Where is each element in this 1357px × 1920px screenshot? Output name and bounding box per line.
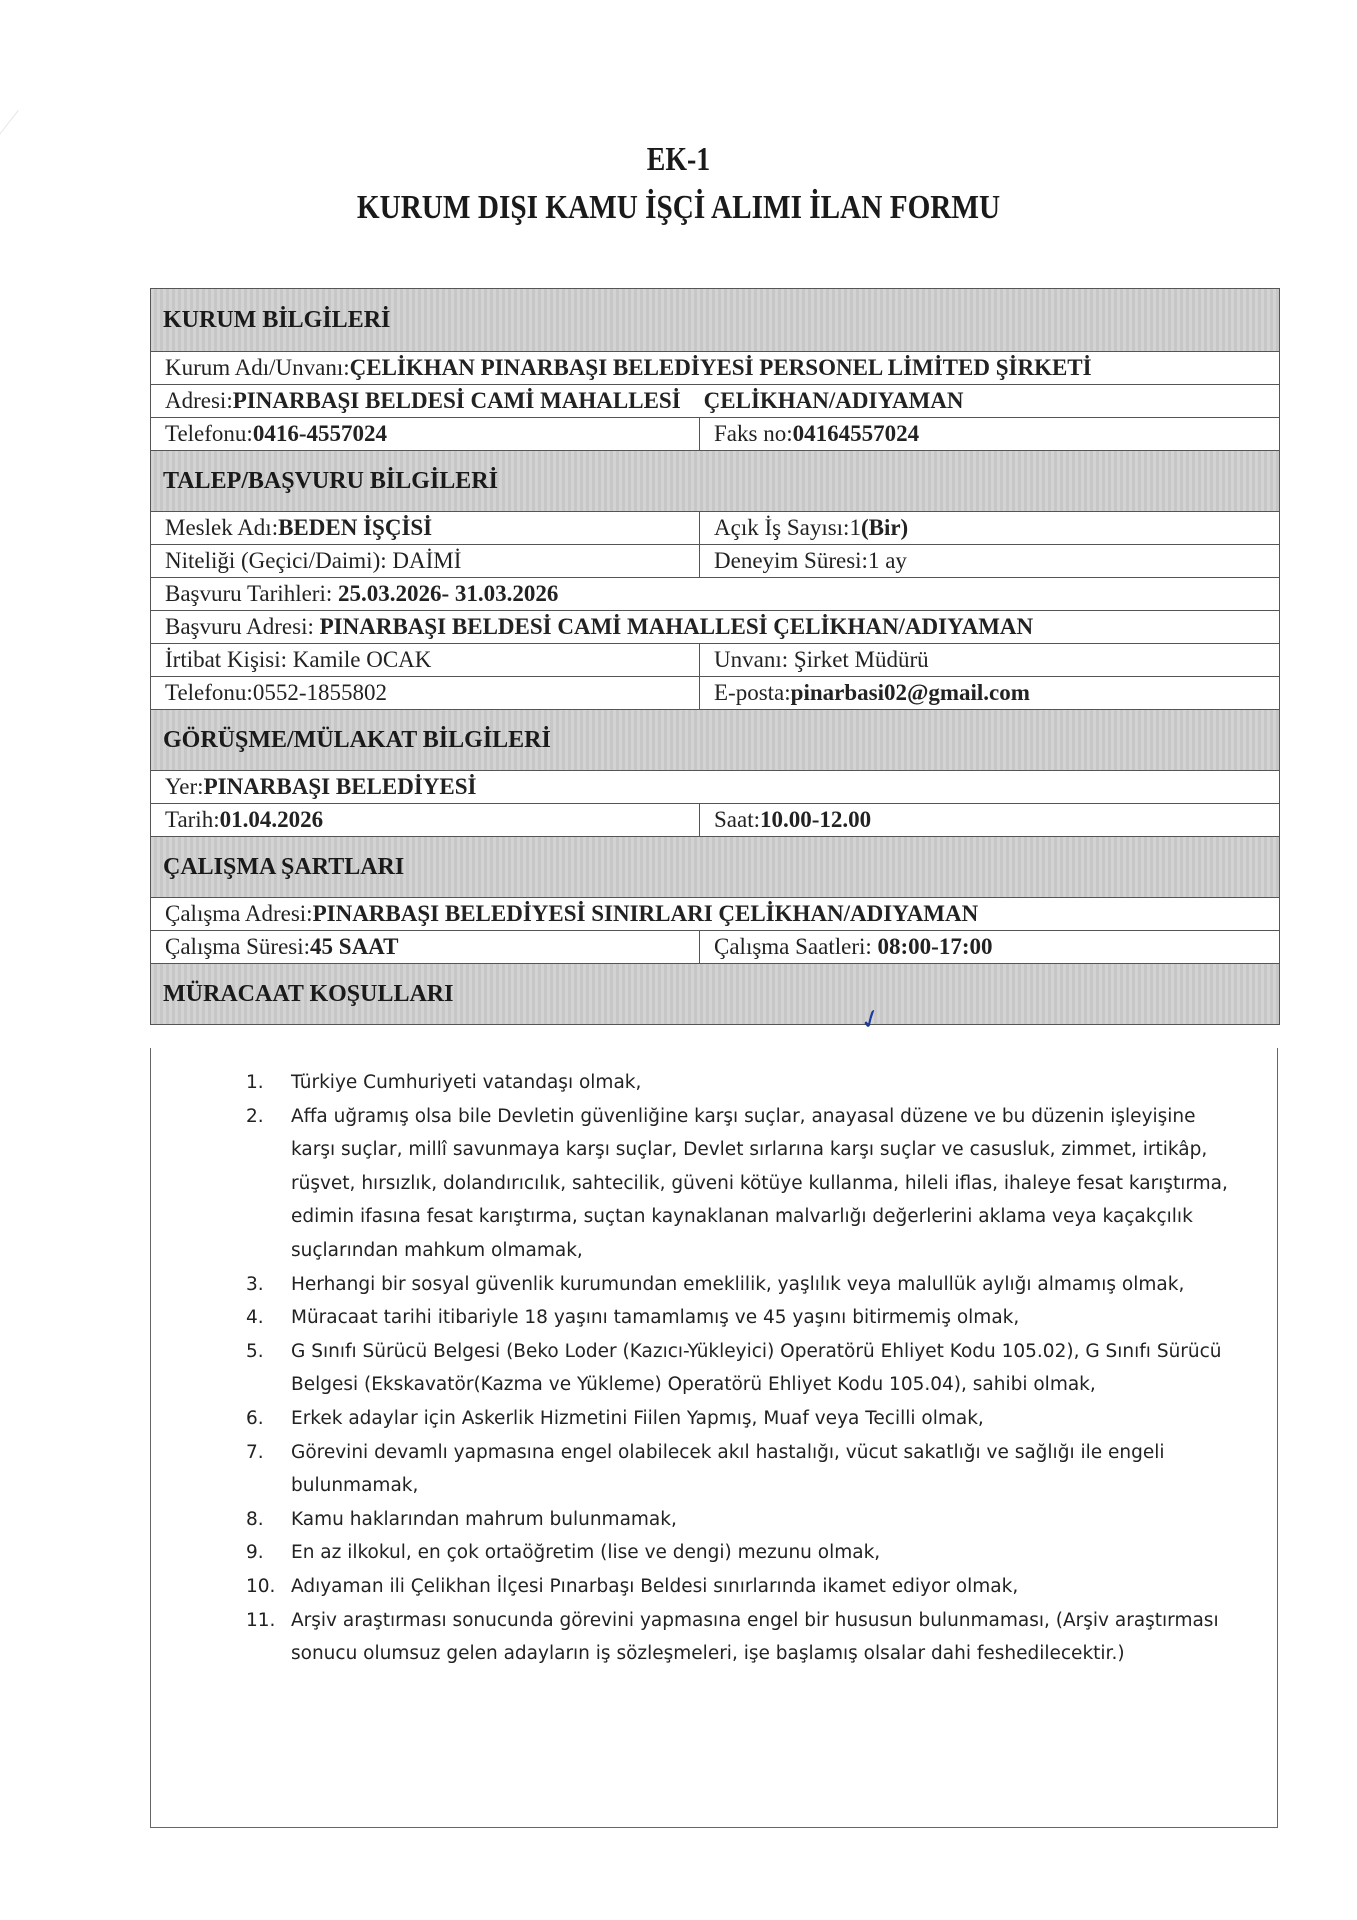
institution-name-value: ÇELİKHAN PINARBAŞI BELEDİYESİ PERSONEL LİMİTED ŞİRKETİ xyxy=(349,355,1092,380)
work-hours-value: 08:00-17:00 xyxy=(877,934,993,959)
condition-number: 4. xyxy=(246,1307,264,1329)
institution-phone-cell xyxy=(151,418,700,450)
condition-text: Türkiye Cumhuriyeti vatandaşı olmak, xyxy=(291,1072,642,1093)
condition-number: 3. xyxy=(246,1273,264,1295)
condition-text: Adıyaman ili Çelikhan İlçesi Pınarbaşı Beldesi sınırlarında ikamet ediyor olmak, xyxy=(291,1575,1019,1597)
field-label: Niteliği (Geçici/Daimi): xyxy=(165,548,393,573)
experience-value: 1 ay xyxy=(867,548,907,573)
field-label: Telefonu: xyxy=(165,421,253,446)
condition-text: Görevini devamlı yapmasına engel olabilecek akıl hastalığı, vücut sakatlığı ve sağlığı ile engeli bulunmamak, xyxy=(291,1441,1165,1497)
condition-item xyxy=(246,1570,1256,1604)
interview-place-value: PINARBAŞI BELEDİYESİ xyxy=(203,774,477,799)
institution-address-cell xyxy=(151,385,1279,417)
work-address-value: PINARBAŞI BELEDİYESİ SINIRLARI ÇELİKHAN/ADIYAMAN xyxy=(312,901,979,926)
field-label: Saat: xyxy=(714,807,760,832)
section-title: GÖRÜŞME/MÜLAKAT BİLGİLERİ xyxy=(163,726,551,753)
condition-text: Herhangi bir sosyal güvenlik kurumundan emeklilik, yaşlılık veya malullük aylığı almamış olmak, xyxy=(291,1273,1185,1295)
institution-name-row xyxy=(151,352,1279,385)
condition-number: 7. xyxy=(246,1441,264,1463)
institution-fax-value: 04164557024 xyxy=(792,421,920,446)
contact-phone-email-row xyxy=(151,677,1279,710)
occupation-cell xyxy=(151,512,700,544)
contact-title-cell xyxy=(700,644,1279,676)
experience-cell xyxy=(700,545,1279,577)
type-row xyxy=(151,545,1279,578)
work-duration-value: 45 SAAT xyxy=(310,934,399,959)
occupation-row xyxy=(151,512,1279,545)
field-label: Kurum Adı/Unvanı: xyxy=(165,355,350,380)
section-title: MÜRACAAT KOŞULLARI xyxy=(163,980,454,1007)
field-label: Faks no: xyxy=(714,421,793,446)
interview-place-row xyxy=(151,771,1279,804)
application-conditions-list xyxy=(246,1066,1256,1671)
condition-item xyxy=(246,1536,1256,1570)
application-address-cell xyxy=(151,611,1279,643)
application-address-row xyxy=(151,611,1279,644)
section-title: TALEP/BAŞVURU BİLGİLERİ xyxy=(163,467,498,494)
field-label: Adresi: xyxy=(165,388,233,413)
field-label: Çalışma Süresi: xyxy=(165,934,311,959)
interview-time-value: 10.00-12.00 xyxy=(760,807,872,832)
condition-number: 5. xyxy=(246,1340,264,1362)
field-label: E-posta: xyxy=(714,680,791,705)
condition-text: En az ilkokul, en çok ortaöğretim (lise ve dengi) mezunu olmak, xyxy=(291,1542,881,1564)
condition-number: 6. xyxy=(246,1407,264,1429)
openings-cell xyxy=(700,512,1279,544)
application-dates-row xyxy=(151,578,1279,611)
work-hours-cell xyxy=(700,931,1279,963)
openings-value: 1 xyxy=(849,515,861,540)
condition-item xyxy=(246,1268,1256,1302)
form-title: KURUM DIŞI KAMU İŞÇİ ALIMI İLAN FORMU xyxy=(356,189,1001,226)
institution-phone-value: 0416-4557024 xyxy=(252,421,387,446)
condition-number: 9. xyxy=(246,1542,264,1564)
openings-value-suffix: (Bir) xyxy=(860,515,909,540)
employment-type-value: DAİMİ xyxy=(392,548,462,573)
contact-phone-cell xyxy=(151,677,700,709)
section-title: KURUM BİLGİLERİ xyxy=(163,306,391,333)
occupation-value: BEDEN İŞÇİSİ xyxy=(278,515,433,540)
condition-item xyxy=(246,1604,1256,1671)
condition-item xyxy=(246,1402,1256,1436)
section-institution-header xyxy=(151,289,1279,352)
condition-item xyxy=(246,1100,1256,1268)
condition-item xyxy=(246,1503,1256,1537)
institution-name-cell xyxy=(151,352,1279,384)
condition-item xyxy=(246,1436,1256,1503)
faded-stamp xyxy=(690,862,850,912)
condition-text: Kamu haklarından mahrum bulunmamak, xyxy=(291,1508,677,1530)
interview-datetime-row xyxy=(151,804,1279,837)
field-label: Telefonu: xyxy=(165,680,253,705)
condition-number: 2. xyxy=(246,1105,264,1127)
institution-address-value: PINARBAŞI BELDESİ CAMİ MAHALLESİ ÇELİKHAN/ADIYAMAN xyxy=(232,388,964,413)
contact-person-row xyxy=(151,644,1279,677)
application-dates-value: 25.03.2026- 31.03.2026 xyxy=(337,581,559,606)
field-label: Yer: xyxy=(165,774,204,799)
contact-title-value: Şirket Müdürü xyxy=(793,647,929,672)
contact-email-cell xyxy=(700,677,1279,709)
work-hours-row xyxy=(151,931,1279,964)
announcement-form-table xyxy=(150,288,1280,1025)
condition-text: G Sınıfı Sürücü Belgesi (Beko Loder (Kazıcı-Yükleyici) Operatörü Ehliyet Kodu 105.02), G Sınıfı Sürücü Belgesi (Ekskavatör(Kazma ve Yükleme) Operatörü Ehliyet Kodu 105.04), sahibi olmak, xyxy=(291,1340,1222,1396)
condition-text: Müracaat tarihi itibariyle 18 yaşını tamamlamış ve 45 yaşını bitirmemiş olmak, xyxy=(291,1307,1020,1329)
field-label: İrtibat Kişisi: xyxy=(165,647,293,672)
field-label: Tarih: xyxy=(165,807,220,832)
condition-number: 1. xyxy=(246,1072,264,1093)
section-application-header xyxy=(151,451,1279,512)
interview-time-cell xyxy=(700,804,1279,836)
institution-address-row xyxy=(151,385,1279,418)
document-header xyxy=(0,138,1357,234)
interview-date-value: 01.04.2026 xyxy=(219,807,324,832)
field-label: Deneyim Süresi: xyxy=(714,548,868,573)
work-duration-cell xyxy=(151,931,700,963)
handwritten-check-mark-icon: ✓ xyxy=(855,1002,887,1038)
condition-number: 10. xyxy=(246,1575,276,1597)
interview-place-cell xyxy=(151,771,1279,803)
application-conditions-box xyxy=(150,1048,1278,1828)
employment-type-cell xyxy=(151,545,700,577)
condition-text: Affa uğramış olsa bile Devletin güvenliğine karşı suçlar, anayasal düzene ve bu düzenin işleyişine karşı suçlar, millî savunmaya karşı suçlar, Devlet sırlarına karşı suçlar ve casusluk, zimmet, irtikâp, rüşvet, hırsızlık, dolandırıcılık, sahtecilik, güveni kötüye kullanma, hileli iflas, ihaleye fesat karıştırma, edimin ifasına fesat karıştırma, suçtan kaynaklanan malvarlığı değerlerini aklama veya kaçakçılık suçlarından mahkum olmamak, xyxy=(291,1105,1234,1261)
field-label: Meslek Adı: xyxy=(165,515,279,540)
interview-date-cell xyxy=(151,804,700,836)
field-label: Başvuru Adresi: xyxy=(165,614,320,639)
condition-item xyxy=(246,1066,1256,1100)
institution-contact-row xyxy=(151,418,1279,451)
annex-label: EK-1 xyxy=(646,141,711,178)
field-label: Açık İş Sayısı: xyxy=(714,515,850,540)
contact-person-cell xyxy=(151,644,700,676)
condition-text: Arşiv araştırması sonucunda görevini yapmasına engel bir hususun bulunmaması, (Arşiv araştırması sonucu olumsuz gelen adayların iş sözleşmeleri, işe başlamış olsalar dahi feshedilecektir.) xyxy=(291,1609,1219,1665)
condition-text: Erkek adaylar için Askerlik Hizmetini Fiilen Yapmış, Muaf veya Tecilli olmak, xyxy=(291,1407,984,1429)
institution-fax-cell xyxy=(700,418,1279,450)
contact-person-value: Kamile OCAK xyxy=(292,647,432,672)
application-address-value: PINARBAŞI BELDESİ CAMİ MAHALLESİ ÇELİKHAN/ADIYAMAN xyxy=(319,614,1034,639)
section-interview-header xyxy=(151,710,1279,771)
field-label: Unvanı: xyxy=(714,647,794,672)
condition-item xyxy=(246,1301,1256,1335)
condition-number: 11. xyxy=(246,1609,276,1631)
section-title: ÇALIŞMA ŞARTLARI xyxy=(163,853,405,880)
field-label: Başvuru Tarihleri: xyxy=(165,581,338,606)
field-label: Çalışma Saatleri: xyxy=(714,934,878,959)
application-dates-cell xyxy=(151,578,1279,610)
contact-phone-value: 0552-1855802 xyxy=(252,680,387,705)
condition-item xyxy=(246,1335,1256,1402)
condition-number: 8. xyxy=(246,1508,264,1530)
field-label: Çalışma Adresi: xyxy=(165,901,313,926)
section-application-conditions-header xyxy=(151,964,1279,1025)
contact-email-value: pinarbasi02@gmail.com xyxy=(790,680,1030,705)
